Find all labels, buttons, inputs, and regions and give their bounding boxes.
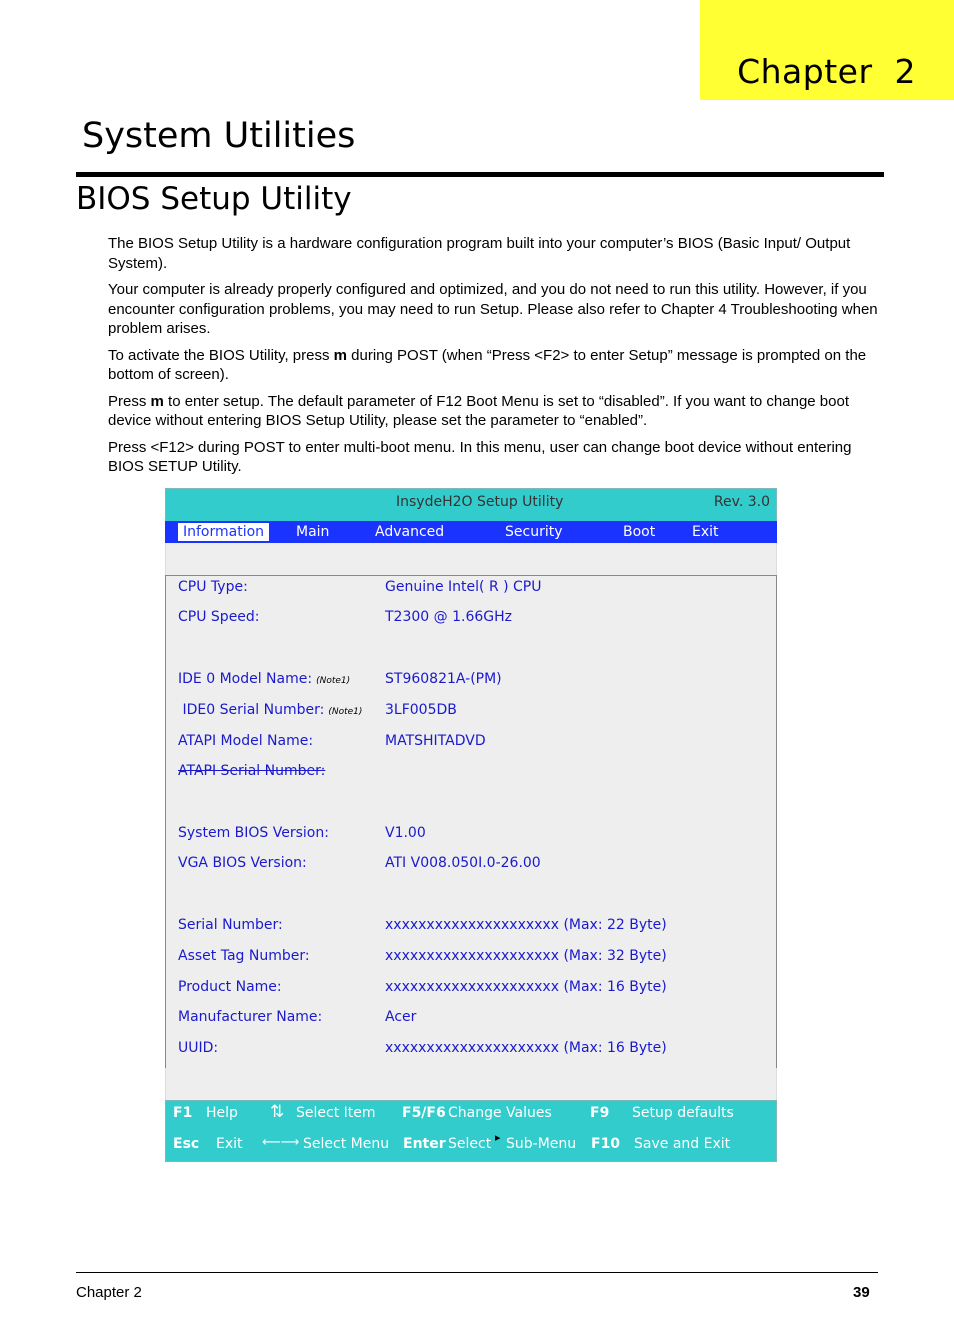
section-title: BIOS Setup Utility [76,181,352,217]
row-manufacturer [166,1009,766,1029]
value-atapi-model: MATSHITADVD [385,733,486,749]
body-text [108,234,878,484]
menu-main[interactable]: Main [296,524,330,540]
menu-security[interactable]: Security [505,524,563,540]
label-ide0-serial-text: IDE0 Serial Number: [178,702,325,718]
paragraph-3-bold: m [333,346,347,364]
value-serial-number: xxxxxxxxxxxxxxxxxxxxx (Max: 22 Byte) [385,917,667,933]
leftright-arrow-icon: ⟵⟶ [262,1135,300,1150]
menu-boot[interactable]: Boot [623,524,656,540]
bios-screenshot [165,488,777,1162]
label-serial-number: Serial Number: [178,917,283,933]
key-updown-desc: Select Item [296,1105,376,1121]
menu-information[interactable]: Information [178,523,269,541]
row-ide0-serial [166,702,766,722]
row-vga-bios [166,855,766,875]
row-cpu-speed [166,609,766,629]
menu-exit[interactable]: Exit [692,524,719,540]
note-ide0-model: (Note1) [316,676,351,686]
value-vga-bios: ATI V008.050I.0-26.00 [385,855,541,871]
bios-key-legend [165,1100,777,1162]
key-f9-desc: Setup defaults [632,1105,734,1121]
paragraph-5: Press <F12> during POST to enter multi-boot menu. In this menu, user can change boot device without entering BIOS SETUP Utility. [108,438,852,475]
page-title: System Utilities [82,116,356,156]
row-system-bios [166,825,766,845]
key-f5f6-desc: Change Values [448,1105,552,1121]
key-f1: F1 [173,1105,193,1121]
row-atapi-serial [166,763,766,783]
value-ide0-serial: 3LF005DB [385,702,457,718]
page-number: 39 [853,1284,870,1301]
chapter-label: Chapter 2 [737,52,916,91]
key-f5f6: F5/F6 [402,1105,446,1121]
label-ide0-model [178,671,350,687]
label-product-name: Product Name: [178,979,282,995]
key-f1-desc: Help [206,1105,238,1121]
label-atapi-model: ATAPI Model Name: [178,733,314,749]
footer-rule [76,1272,878,1273]
value-asset-tag: xxxxxxxxxxxxxxxxxxxxx (Max: 32 Byte) [385,948,667,964]
row-asset-tag [166,948,766,968]
key-leftright-desc: Select Menu [303,1136,390,1152]
key-enter: Enter [403,1136,446,1152]
key-f10-desc: Save and Exit [634,1136,731,1152]
value-manufacturer: Acer [385,1009,417,1025]
row-cpu-type [166,579,766,599]
label-system-bios: System BIOS Version: [178,825,329,841]
paragraph-4-b: to enter setup. The default parameter of F12 Boot Menu is set to “disabled”. If you want to change boot device without entering BIOS Setup Utility, please set the parameter to “enabled”. [108,392,849,429]
paragraph-4 [108,392,878,431]
key-submenu-desc: Sub-Menu [506,1136,577,1152]
paragraph-3-b: during POST (when “Press <F2> to enter Setup” message is prompted on the bottom of screen). [108,346,867,383]
menu-advanced[interactable]: Advanced [375,524,445,540]
bios-menubar [165,521,777,543]
key-esc-desc: Exit [216,1136,243,1152]
key-enter-desc: Select [448,1136,492,1152]
label-atapi-serial: ATAPI Serial Number: [178,763,326,779]
row-uuid [166,1040,766,1060]
bios-subheader [165,543,777,575]
row-serial-number [166,917,766,937]
footer-chapter: Chapter 2 [76,1284,142,1301]
label-ide0-serial [178,702,362,718]
label-cpu-speed: CPU Speed: [178,609,260,625]
bios-header [165,488,777,522]
bios-revision: Rev. 3.0 [713,494,770,510]
value-uuid: xxxxxxxxxxxxxxxxxxxxx (Max: 16 Byte) [385,1040,667,1056]
updown-arrow-icon: ⇅ [270,1102,285,1122]
label-cpu-type: CPU Type: [178,579,248,595]
paragraph-2: Your computer is already properly configured and optimized, and you do not need to run this utility. However, if you encounter configuration problems, you may need to run Setup. Please also refer to Chapter 4 Troubleshooting when problem arises. [108,281,878,337]
value-product-name: xxxxxxxxxxxxxxxxxxxxx (Max: 16 Byte) [385,979,667,995]
value-ide0-model: ST960821A-(PM) [385,671,502,687]
label-uuid: UUID: [178,1040,219,1056]
row-atapi-model [166,733,766,753]
row-product-name [166,979,766,999]
paragraph-3-a: To activate the BIOS Utility, press [108,346,334,364]
chapter-banner [700,0,954,100]
bios-info-panel [165,575,777,1069]
bios-title: InsydeH2O Setup Utility [396,494,564,510]
submenu-arrow-icon: ▸ [495,1131,501,1144]
label-ide0-model-text: IDE 0 Model Name: [178,671,313,687]
note-ide0-serial: (Note1) [328,707,363,717]
title-rule [76,172,884,177]
value-system-bios: V1.00 [385,825,426,841]
label-manufacturer: Manufacturer Name: [178,1009,323,1025]
paragraph-1: The BIOS Setup Utility is a hardware configuration program built into your computer’s BIOS (Basic Input/ Output System). [108,235,851,272]
value-cpu-type: Genuine Intel( R ) CPU [385,579,542,595]
label-asset-tag: Asset Tag Number: [178,948,310,964]
bios-spacer [165,1068,777,1100]
paragraph-4-bold: m [150,392,164,410]
value-cpu-speed: T2300 @ 1.66GHz [385,609,512,625]
label-vga-bios: VGA BIOS Version: [178,855,307,871]
row-ide0-model [166,671,766,691]
paragraph-4-a: Press [108,392,151,410]
key-f9: F9 [590,1105,610,1121]
key-esc: Esc [173,1136,200,1152]
paragraph-3 [108,346,878,385]
key-f10: F10 [591,1136,621,1152]
